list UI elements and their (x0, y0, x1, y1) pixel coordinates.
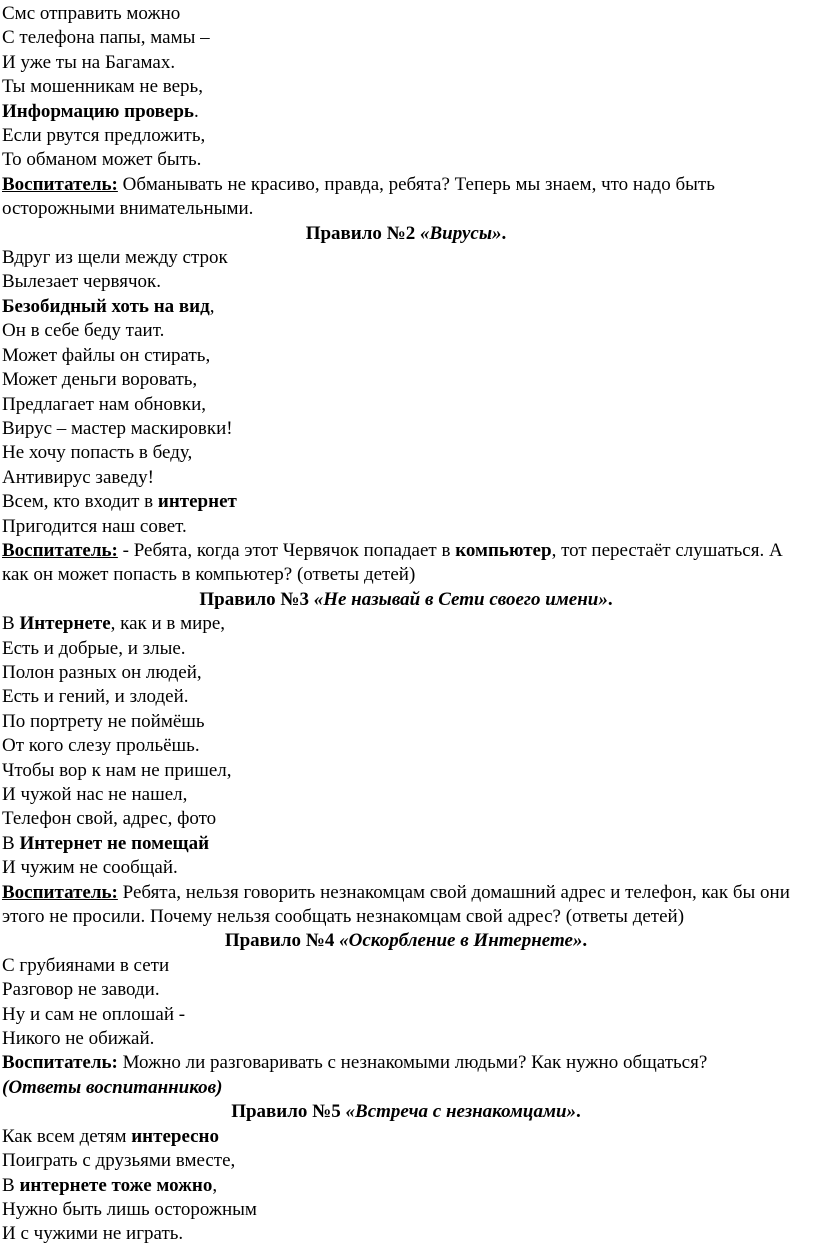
verse-line: Разговор не заводи. (2, 979, 160, 1001)
bold-phrase: Безобидный хоть на вид (2, 295, 210, 317)
verse-line (2, 295, 810, 319)
rule-suffix: . (582, 930, 588, 952)
verse-line: И чужим не сообщай. (2, 857, 178, 879)
verse-line: Может деньги воровать, (2, 369, 198, 391)
verse-line: То обманом может быть. (2, 149, 202, 171)
teacher-label: Воспитатель: (2, 539, 118, 561)
rule-5-heading (2, 1100, 810, 1124)
verse-line: Нужно быть лишь осторожным (2, 1198, 257, 1220)
verse-text: В (2, 1174, 20, 1196)
verse-line: От кого слезу прольёшь. (2, 735, 200, 757)
rule-2-heading (2, 222, 810, 246)
verse-3 (2, 612, 810, 880)
verse-line (2, 832, 810, 856)
verse-line (2, 1125, 810, 1149)
answers-note: (Ответы воспитанников) (2, 1076, 223, 1098)
verse-line: Если рвутся предложить, (2, 125, 206, 147)
rule-3-heading (2, 588, 810, 612)
verse-line: И чужой нас не нашел, (2, 784, 188, 805)
rule-prefix: Правило №4 (224, 930, 340, 952)
verse-line: Он в себе беду таит. (2, 320, 165, 342)
verse-text: , (212, 1174, 218, 1196)
verse-line: Есть и гений, и злодей. (2, 686, 189, 708)
rule-title: «Вирусы» (420, 222, 502, 244)
bold-phrase: интернет (157, 491, 237, 513)
verse-line (2, 1174, 810, 1198)
verse-line: И с чужими не играть. (2, 1223, 184, 1245)
verse-text: , (209, 295, 215, 317)
verse-line: Телефон свой, адрес, фото (2, 808, 217, 830)
rule-prefix: Правило №5 (231, 1101, 346, 1123)
verse-line: Смс отправить можно (2, 3, 181, 24)
teacher-text: - Ребята, когда этот Червячок попадает в (117, 539, 456, 561)
verse-line: Никого не обижай. (2, 1028, 155, 1050)
verse-line: Вдруг из щели между строк (2, 247, 228, 269)
rule-title: «Встреча с незнакомцами» (345, 1101, 577, 1123)
teacher-remark-2 (2, 539, 810, 588)
teacher-remark-3 (2, 881, 810, 930)
verse-text: Всем, кто входит в (2, 491, 158, 513)
verse-text: , как и в мире, (110, 613, 226, 635)
verse-line (2, 490, 810, 514)
verse-line: Вирус – мастер маскировки! (2, 417, 233, 439)
teacher-remark-4 (2, 1051, 810, 1100)
verse-line: С грубиянами в сети (2, 954, 170, 976)
verse-line: Может файлы он стирать, (2, 344, 211, 366)
verse-5 (2, 1125, 810, 1247)
bold-phrase: интересно (131, 1125, 220, 1147)
teacher-text: Ребята, нельзя говорить незнакомцам свой домашний адрес и телефон, как бы они этого не просили. Почему нельзя сообщать незнакомцам свой адрес? (ответы детей) (2, 881, 790, 928)
bold-phrase: Информацию проверь (2, 100, 194, 122)
verse-line: С телефона папы, мамы – (2, 27, 210, 49)
rule-prefix: Правило №2 (305, 222, 420, 244)
verse-line: Вылезает червячок. (2, 271, 161, 293)
verse-text: Как всем детям (2, 1125, 132, 1147)
verse-line: Поиграть с друзьями вместе, (2, 1150, 236, 1172)
verse-text: В (2, 613, 20, 635)
verse-line: Не хочу попасть в беду, (2, 442, 193, 464)
verse-line: Антивирус заведу! (2, 466, 154, 488)
teacher-text: Можно ли разговаривать с незнакомыми людьми? Как нужно общаться? (117, 1052, 708, 1074)
verse-line: Пригодится наш совет. (2, 515, 187, 537)
verse-line: Предлагает нам обновки, (2, 393, 207, 415)
verse-line: Есть и добрые, и злые. (2, 637, 186, 659)
rule-title: «Оскорбление в Интернете» (339, 930, 583, 952)
teacher-label: Воспитатель: (2, 173, 118, 195)
teacher-remark-1 (2, 173, 810, 222)
rule-title: «Не называй в Сети своего имени» (313, 588, 608, 610)
teacher-text: Обманывать не красиво, правда, ребята? Теперь мы знаем, что надо быть осторожными внимательными. (2, 173, 715, 220)
rule-prefix: Правило №3 (199, 588, 314, 610)
bold-phrase: компьютер (455, 539, 552, 561)
verse-text: . (193, 100, 199, 122)
rule-suffix: . (607, 588, 613, 610)
verse-line: Ну и сам не оплошай - (2, 1003, 186, 1025)
verse-line (2, 612, 810, 636)
verse-1 (2, 2, 810, 173)
verse-line: И уже ты на Багамах. (2, 51, 176, 73)
teacher-label: Воспитатель: (2, 1052, 118, 1074)
verse-2 (2, 246, 810, 539)
rule-suffix: . (501, 222, 507, 244)
verse-4 (2, 954, 810, 1052)
verse-line: Ты мошенникам не верь, (2, 76, 203, 98)
verse-line (2, 100, 810, 124)
bold-phrase: Интернете (19, 613, 111, 635)
bold-phrase: интернете тоже можно (19, 1174, 213, 1196)
verse-text: В (2, 832, 20, 854)
verse-line: Чтобы вор к нам не пришел, (2, 759, 232, 781)
verse-line: По портрету не поймёшь (2, 710, 205, 732)
rule-4-heading (2, 929, 810, 953)
bold-phrase: Интернет не помещай (19, 832, 210, 854)
teacher-text: , тот перестаёт слушаться. А как он может попасть в компьютер? (ответы детей) (2, 539, 783, 586)
rule-suffix: . (576, 1101, 581, 1123)
verse-line: Полон разных он людей, (2, 661, 202, 683)
teacher-label: Воспитатель: (2, 881, 118, 903)
